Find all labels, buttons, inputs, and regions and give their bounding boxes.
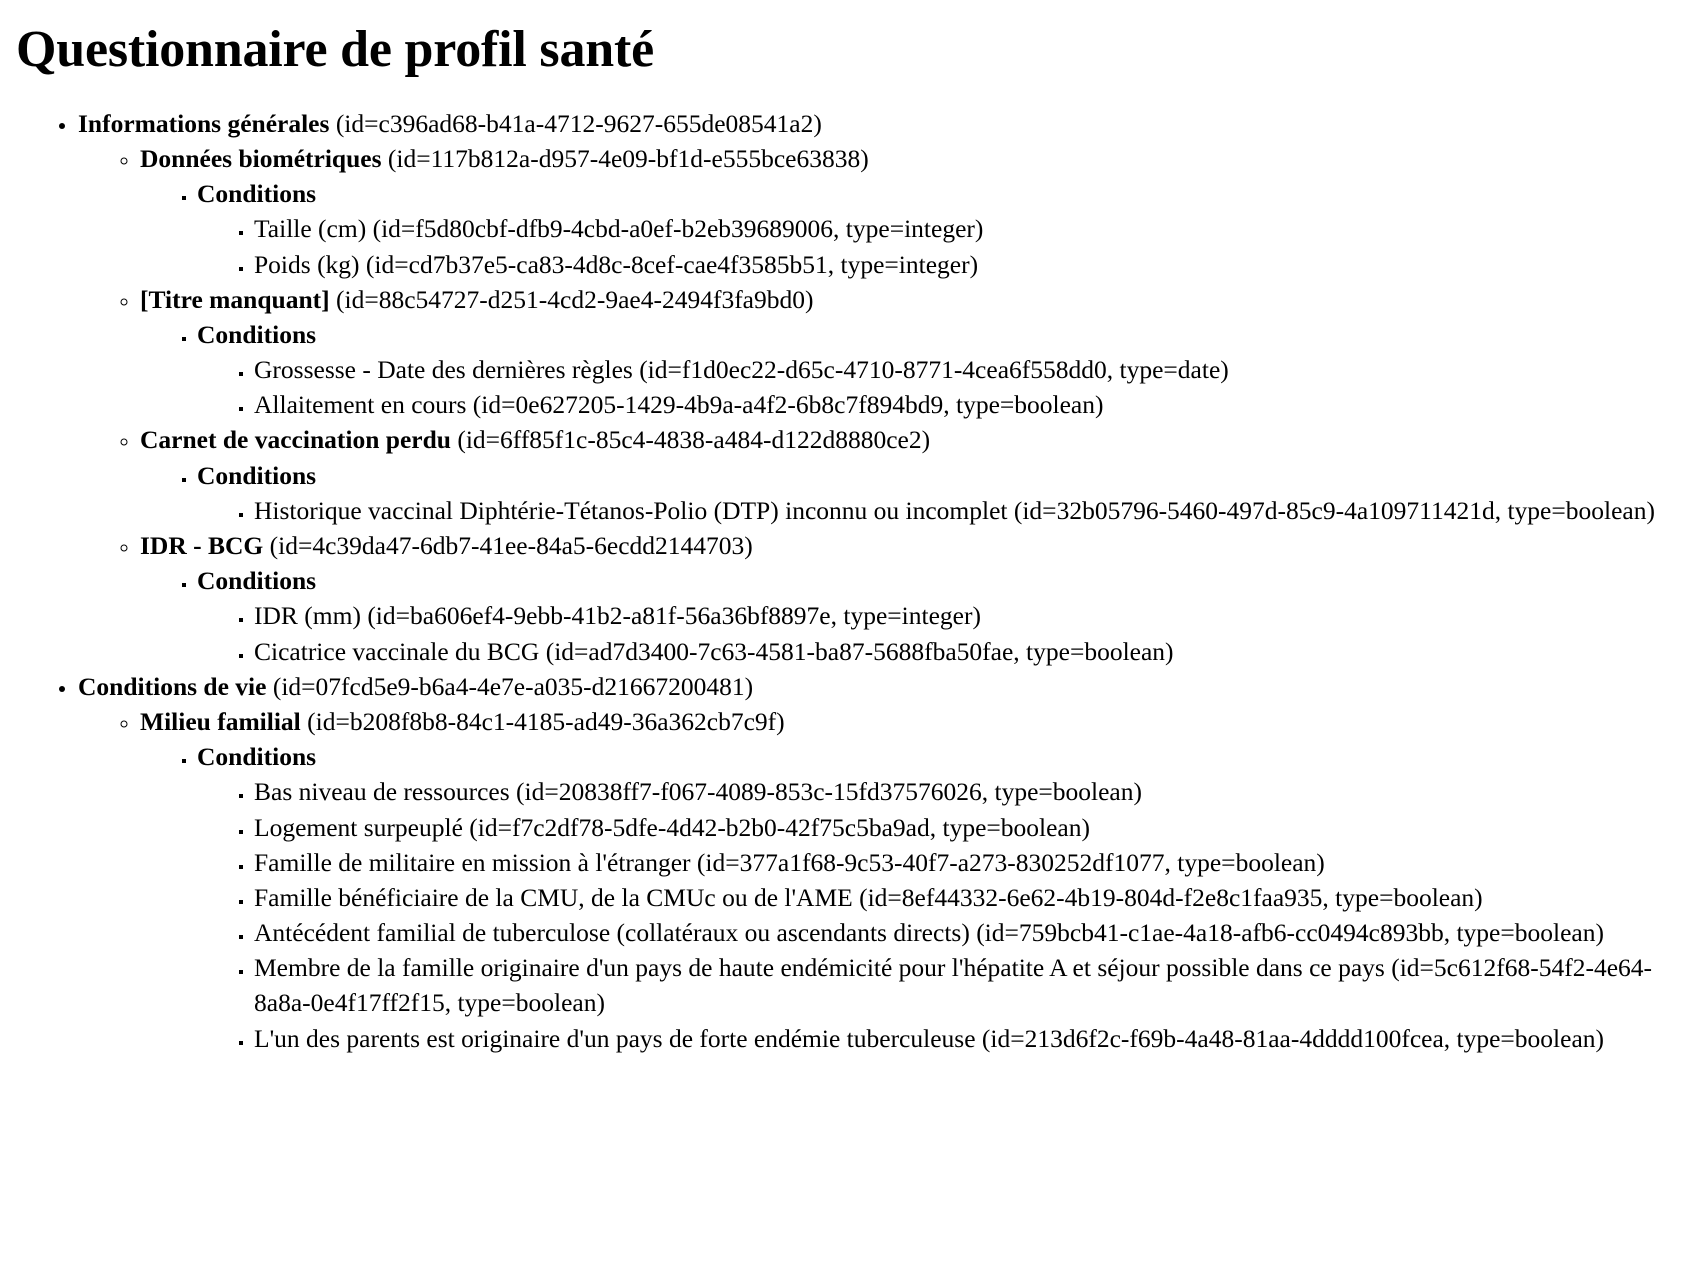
subsection-item (140, 141, 1692, 282)
section-label: Informations générales (78, 108, 330, 138)
condition-item: ▪ Antécédent familial de tuberculose (collatéraux ou ascendants directs) (id=759bcb41-c1ae-4a18-afb6-cc0494c893bb, type=boolean) (254, 915, 1692, 950)
page-title: Questionnaire de profil santé (16, 21, 654, 78)
subsection-meta: (id=117b812a-d957-4e09-bf1d-e555bce63838) (387, 143, 869, 173)
conditions-heading: Conditions (197, 319, 317, 349)
subsection-meta: (id=b208f8b8-84c1-4185-ad49-36a362cb7c9f) (307, 706, 785, 736)
condition-item: ▪ Taille (cm) (id=f5d80cbf-dfb9-4cbd-a0ef-b2eb39689006, type=integer) (254, 211, 1692, 246)
condition-item: ▪ Allaitement en cours (id=0e627205-1429-4b9a-a4f2-6b8c7f894bd9, type=boolean) (254, 387, 1692, 422)
conditions-list (197, 493, 1692, 528)
condition-item: ▪ Membre de la famille originaire d'un pays de haute endémicité pour l'hépatite A et séjour possible dans ce pays (id=5c612f68-54f2-4e64-8a8a-0e4f17ff2f15, type=boolean) (254, 950, 1692, 1020)
condition-item: ▪ Famille bénéficiaire de la CMU, de la CMUc ou de l'AME (id=8ef44332-6e62-4b19-804d-f2e8c1faa935, type=boolean) (254, 880, 1692, 915)
section-meta: (id=c396ad68-b41a-4712-9627-655de08541a2) (335, 108, 822, 138)
conditions-heading-item (197, 563, 1692, 669)
conditions-group (140, 458, 1692, 528)
section-item (78, 669, 1692, 1056)
subsection-item (140, 528, 1692, 669)
subsection-item (140, 282, 1692, 423)
condition-item: ▪ Logement surpeuplé (id=f7c2df78-5dfe-4d42-b2b0-42f75c5ba9ad, type=boolean) (254, 810, 1692, 845)
conditions-list (197, 598, 1692, 668)
conditions-heading: Conditions (197, 742, 317, 772)
conditions-heading-item (197, 739, 1692, 1056)
subsection-item (140, 704, 1692, 1056)
subsection-meta: (id=88c54727-d251-4cd2-9ae4-2494f3fa9bd0) (336, 284, 814, 314)
conditions-list (197, 352, 1692, 422)
conditions-list (197, 211, 1692, 281)
conditions-heading-item (197, 317, 1692, 423)
condition-item: ▪ Grossesse - Date des dernières règles (id=f1d0ec22-d65c-4710-8771-4cea6f558dd0, type=date) (254, 352, 1692, 387)
conditions-group (140, 317, 1692, 423)
section-label: Conditions de vie (78, 671, 267, 701)
conditions-group (140, 563, 1692, 669)
subsection-list (78, 141, 1692, 669)
conditions-list (197, 774, 1692, 1056)
conditions-heading-item (197, 176, 1692, 282)
subsection-label: Carnet de vaccination perdu (140, 425, 451, 455)
subsection-meta: (id=6ff85f1c-85c4-4838-a484-d122d8880ce2) (457, 425, 931, 455)
conditions-heading: Conditions (197, 460, 317, 490)
conditions-heading-item (197, 458, 1692, 528)
condition-item: ▪ IDR (mm) (id=ba606ef4-9ebb-41b2-a81f-56a36bf8897e, type=integer) (254, 598, 1692, 633)
condition-item: ▪ Historique vaccinal Diphtérie-Tétanos-Polio (DTP) inconnu ou incomplet (id=32b05796-5460-497d-85c9-4a109711421d, type=boolean) (254, 493, 1692, 528)
subsection-meta: (id=4c39da47-6db7-41ee-84a5-6ecdd2144703) (269, 531, 753, 561)
subsection-label: IDR - BCG (140, 531, 264, 561)
subsection-list (78, 704, 1692, 1056)
conditions-group (140, 739, 1692, 1056)
questionnaire-root-list (16, 106, 1692, 1056)
conditions-heading: Conditions (197, 179, 317, 209)
condition-item: ▪ Cicatrice vaccinale du BCG (id=ad7d3400-7c63-4581-ba87-5688fba50fae, type=boolean) (254, 634, 1692, 669)
subsection-label: Données biométriques (140, 143, 382, 173)
subsection-label: Milieu familial (140, 706, 301, 736)
condition-item: ▪ Poids (kg) (id=cd7b37e5-ca83-4d8c-8cef-cae4f3585b51, type=integer) (254, 247, 1692, 282)
subsection-label: [Titre manquant] (140, 284, 330, 314)
condition-item: ▪ L'un des parents est originaire d'un pays de forte endémie tuberculeuse (id=213d6f2c-f69b-4a48-81aa-4dddd100fcea, type=boolean) (254, 1021, 1692, 1056)
condition-item: ▪ Famille de militaire en mission à l'étranger (id=377a1f68-9c53-40f7-a273-830252df1077, type=boolean) (254, 845, 1692, 880)
conditions-heading: Conditions (197, 566, 317, 596)
subsection-item (140, 422, 1692, 528)
conditions-group (140, 176, 1692, 282)
condition-item: ▪ Bas niveau de ressources (id=20838ff7-f067-4089-853c-15fd37576026, type=boolean) (254, 774, 1692, 809)
section-item (78, 106, 1692, 669)
section-meta: (id=07fcd5e9-b6a4-4e7e-a035-d21667200481) (272, 671, 754, 701)
